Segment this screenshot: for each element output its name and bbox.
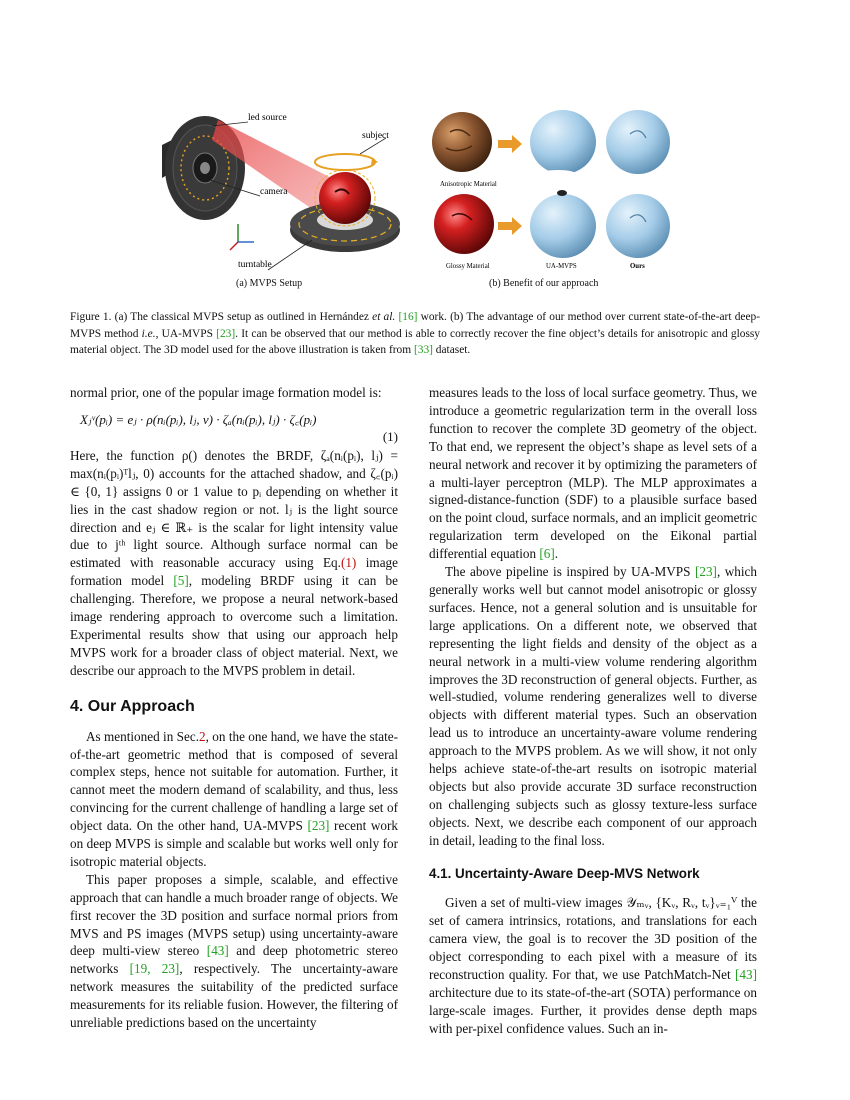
subfigure-b-label: (b) Benefit of our approach [489, 278, 599, 289]
equation-1 [70, 411, 398, 447]
left-column [70, 384, 398, 1032]
uamvps-mesh-1 [530, 110, 596, 174]
figure-1 [150, 100, 760, 300]
citation-19-23[interactable]: [19, 23] [129, 961, 180, 977]
citation-23[interactable]: [23] [307, 818, 330, 834]
subfigure-a-label: (a) MVPS Setup [236, 278, 303, 289]
section-heading-4-1: 4.1. Uncertainty-Aware Deep-MVS Network [429, 865, 700, 881]
citation-16[interactable]: [16] [398, 311, 418, 323]
paragraph-mvs-network: Given a set of multi-view images 𝒴ₘᵥ, {Kᵥ, Rᵥ, tᵥ}ᵥ₌₁ⱽ the set of camera intrinsics, rotations, and translations for each camera view, the goal is to recover the 3D position of the object corresponding to each pixel with a measure of its reconstruction quality. For that, we use PatchMatch-Net [43] architecture due to its state-of-the-art (SOTA) performance on large-scale images. Further, it provides dense depth maps with per-pixel confidence values. Such an in- [429, 895, 757, 1036]
label-turntable: turntable [238, 260, 272, 270]
label-led-source: led source [248, 113, 287, 123]
equation-body: Xⱼᵛ(pᵢ) = eⱼ · ρ(nᵢ(pᵢ), lⱼ, v) · ζₐ(nᵢ(pᵢ), lⱼ) · ζ꜀(pᵢ) [80, 411, 317, 427]
subject-sphere [319, 172, 371, 224]
citation-43[interactable]: [43] [735, 967, 757, 983]
citation-43[interactable]: [43] [206, 943, 229, 959]
paragraph-approach-2: This paper proposes a simple, scalable, and effective approach that can handle a much broader range of objects. We first recover the 3D position and surface normal priors from MVS and PS images (MVPS setup) using uncertainty-aware deep multi-view stereo [43] and deep photometric stereo networks [19, 23], respectively. The uncertainty-aware network measures the suitability of the predicted surface measurements for its reliable fusion. However, the filtering of unreliable predictions based on the uncertainty [70, 871, 398, 1031]
benefit-illustration [432, 110, 670, 270]
paragraph-approach-1: As mentioned in Sec.2, on the one hand, we have the state-of-the-art geometric method that is composed of several complex steps, hence not suitable for automation. Further, it cannot meet the modern demand of scalability, and thus, less convincing for the current challenge of handling a large set of object data. On the other hand, UA-MVPS [23] recent work on deep MVPS is simple and scalable but works well only for isotropic material objects. [70, 728, 399, 869]
citation-23[interactable]: [23] [216, 327, 236, 340]
section-ref[interactable]: 2 [199, 728, 206, 744]
label-anisotropic: Anisotropic Material [440, 181, 497, 188]
label-glossy: Glossy Material [446, 263, 490, 270]
citation-23[interactable]: [23] [694, 564, 717, 580]
citation-6[interactable]: [6] [539, 546, 555, 562]
citation-5[interactable]: [5] [173, 573, 189, 589]
arrow-icon [498, 135, 522, 153]
anisotropic-object [432, 112, 492, 172]
ours-mesh-2 [606, 194, 670, 258]
mvps-setup-illustration [162, 113, 400, 270]
intro-text: normal prior, one of the popular image formation model is: [70, 385, 382, 400]
label-ours: Ours [630, 263, 645, 270]
section-heading-4: 4. Our Approach [70, 697, 195, 715]
figure-caption: Figure 1. (a) The classical MVPS setup as outlined in Hernández et al. [16] work. (b) The advantage of our method over current state-of-the-art deep-MVPS method i.e., UA-MVPS [23]. It can be observed that our method is able to correctly recover the fine object’s details for anisotropic and glossy material object. The 3D model used for the above illustration is taken from [33] dataset. [70, 311, 761, 357]
paragraph-brdf: Here, the function ρ() denotes the BRDF, ζₐ(nᵢ(pᵢ), lⱼ) = max(nᵢ(pᵢ)ᵀlⱼ, 0) accounts for the attached shadow, and ζ꜀(pᵢ) ∈ {0, 1} assigns 0 or 1 value to pᵢ depending on whether it lies in the cast shadow region or not. lⱼ is the light source direction and eⱼ ∈ ℝ₊ is the scalar for light intensity value due to jᵗʰ light source. Although surface normal can be estimated with reasonable accuracy using Eq.(1) image formation model [5], modeling BRDF using it can be challenging. Therefore, we propose a neural network-based image rendering approach to overcome such a limitation. Experimental results show that using our approach help MVPS work for a broader class of object material. Next, we describe our approach to the MVPS problem in detail. [70, 447, 398, 678]
citation-33[interactable]: [33] [413, 344, 433, 357]
label-subject: subject [362, 131, 389, 141]
label-camera: camera [260, 187, 288, 197]
arrow-icon [498, 217, 522, 235]
right-column [429, 384, 757, 1038]
paragraph-pipeline: The above pipeline is inspired by UA-MVPS [23], which generally works well but cannot model anisotropic or glossy surfaces. Hence, not a general solution and is unsuitable for large applications. On a different note, we observed that representing the light fields and density of the object as a neural network in a multi-view volume rendering algorithm improves the 3D reconstruction of general objects. Further, as well-studied, volume rendering generalizes well to diverse objects with different material types. Such an observation lead us to introduce an uncertainty-aware volume rendering approach to the MVPS problem. As we will show, it not only helps achieve state-of-the-art results on isotropic material objects but also provide accurate 3D surface reconstruction on challenging subjects such as glossy texture-less surface objects. Next, we describe each component of our approach in detail, leading to the final loss. [429, 564, 758, 848]
equation-ref[interactable]: (1) [340, 555, 357, 571]
ours-mesh-1 [606, 110, 670, 174]
uamvps-mesh-2 [530, 194, 596, 258]
figure-1-artwork [150, 100, 760, 300]
label-uamvps: UA-MVPS [546, 263, 577, 270]
glossy-object [434, 194, 494, 254]
paragraph-regularization: measures leads to the loss of local surface geometry. Thus, we introduce a geometric regularization term in the overall loss function to recover the complete 3D geometry of the object. To that end, we represent the object’s shape as level sets of a neural network and recover it by optimizing the parameters of a multi-layer perceptron (MLP). The MLP approximates a signed-distance-function (SDF) to a plausible surface based on the point cloud, surface normals, and an implicit geometric regularization term developed on the Eikonal partial differential equation [6]. [429, 385, 757, 562]
equation-number: (1) [382, 428, 398, 444]
